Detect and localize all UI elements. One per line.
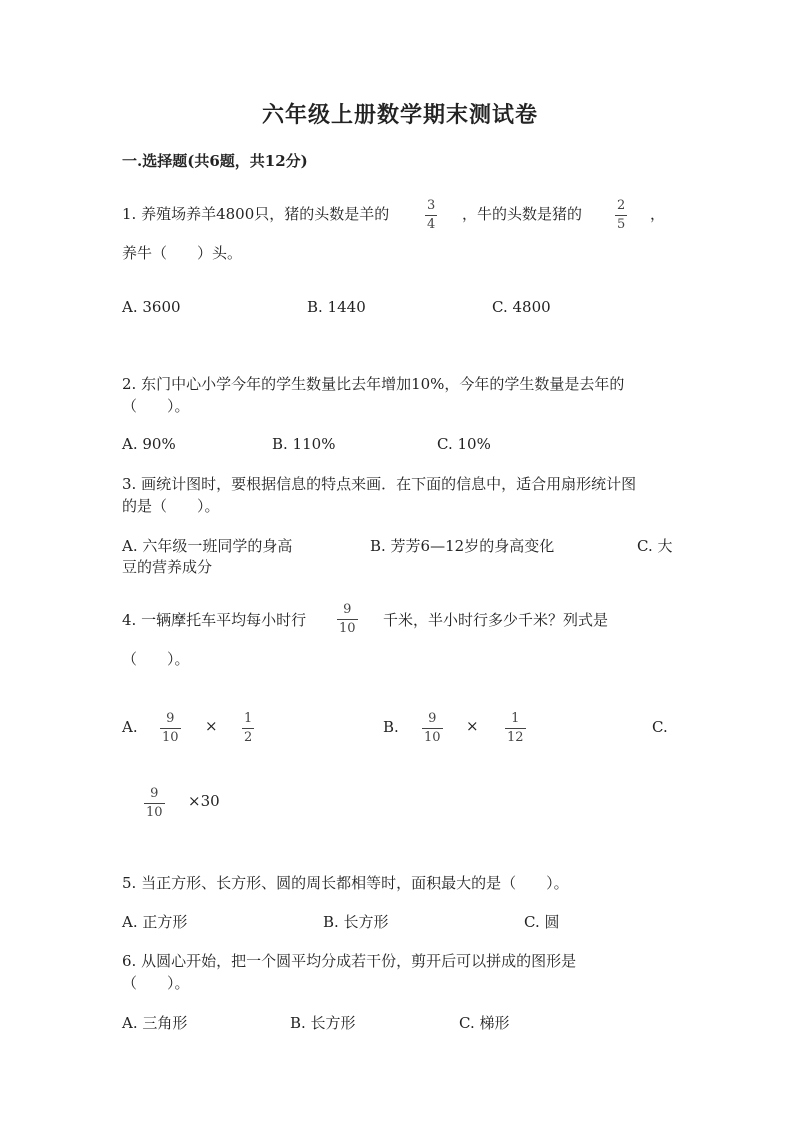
option-c-tail: ×30: [188, 792, 220, 810]
fraction-numerator: 3: [427, 198, 436, 213]
fraction-denominator: 5: [617, 217, 626, 232]
question-4-text-2: 千米，半小时行多少千米？列式是: [383, 611, 609, 629]
question-1-text: 1. 养殖场养羊4800只，猪的头数是羊的: [122, 205, 390, 223]
question-3-option-c-continued: 豆的营养成分: [122, 558, 213, 576]
fraction-numerator: 9: [343, 602, 352, 617]
question-5-option-b[interactable]: B. 长方形: [323, 913, 389, 931]
option-a-fraction-1: [160, 711, 181, 746]
multiply-sign: ×: [466, 717, 479, 735]
question-2-line-2: （ ）。: [122, 397, 190, 415]
question-5-option-c[interactable]: C. 圆: [524, 913, 560, 931]
question-2-option-c[interactable]: C. 10%: [437, 435, 491, 453]
multiply-sign: ×: [205, 717, 218, 735]
question-2-option-b[interactable]: B. 110%: [272, 435, 336, 453]
page-title: 六年级上册数学期末测试卷: [261, 102, 538, 128]
question-1-option-a[interactable]: A. 3600: [122, 298, 181, 316]
question-1-option-b[interactable]: B. 1440: [307, 298, 366, 316]
option-b-fraction-2: [505, 711, 526, 746]
option-label: B.: [383, 718, 399, 736]
question-6-line-1: 6. 从圆心开始，把一个圆平均分成若干份，剪开后可以拼成的图形是: [122, 952, 577, 970]
question-4-fraction: [337, 602, 358, 637]
fraction-numerator: 9: [428, 711, 437, 726]
question-4-text: 4. 一辆摩托车平均每小时行: [122, 611, 307, 629]
question-1-line-2: 养牛（ ）头。: [122, 244, 243, 262]
fraction-denominator: 10: [424, 730, 441, 745]
question-4-line-2: （ ）。: [122, 650, 190, 668]
fraction-numerator: 2: [617, 198, 626, 213]
fraction-numerator: 1: [511, 711, 520, 726]
option-a-fraction-2: [242, 711, 254, 746]
question-1-fraction-2: [615, 198, 627, 233]
question-3-option-a[interactable]: A. 六年级一班同学的身高: [122, 537, 293, 555]
option-label: A.: [122, 718, 138, 736]
question-3-option-c[interactable]: C. 大: [637, 537, 673, 555]
question-2-line-1: 2. 东门中心小学今年的学生数量比去年增加10%，今年的学生数量是去年的: [122, 375, 625, 393]
fraction-denominator: 10: [146, 805, 163, 820]
section-heading: 一.选择题(共6题，共12分): [122, 152, 308, 170]
fraction-numerator: 9: [166, 711, 175, 726]
question-6-option-a[interactable]: A. 三角形: [122, 1014, 188, 1032]
fraction-numerator: 1: [244, 711, 253, 726]
question-3-line-1: 3. 画统计图时，要根据信息的特点来画．在下面的信息中，适合用扇形统计图: [122, 475, 637, 493]
option-b-fraction-1: [422, 711, 443, 746]
question-5-line-1: 5. 当正方形、长方形、圆的周长都相等时，面积最大的是（ ）。: [122, 874, 569, 892]
fraction-denominator: 10: [162, 730, 179, 745]
fraction-denominator: 12: [507, 730, 524, 745]
question-5-option-a[interactable]: A. 正方形: [122, 913, 188, 931]
question-1-text-3: ，: [650, 205, 666, 223]
question-1-text-2: ，牛的头数是猪的: [462, 205, 583, 223]
fraction-denominator: 4: [427, 217, 436, 232]
fraction-denominator: 10: [339, 621, 356, 636]
question-6-line-2: （ ）。: [122, 974, 190, 992]
question-1-option-c[interactable]: C. 4800: [492, 298, 551, 316]
fraction-numerator: 9: [150, 786, 159, 801]
fraction-denominator: 2: [244, 730, 253, 745]
option-c-fraction: [144, 786, 165, 821]
question-3-line-2: 的是（ ）。: [122, 497, 220, 515]
option-label: C.: [652, 718, 668, 736]
question-6-option-b[interactable]: B. 长方形: [290, 1014, 356, 1032]
question-1-fraction-1: [425, 198, 437, 233]
question-6-option-c[interactable]: C. 梯形: [459, 1014, 510, 1032]
question-2-option-a[interactable]: A. 90%: [122, 435, 176, 453]
question-3-option-b[interactable]: B. 芳芳6—12岁的身高变化: [370, 537, 555, 555]
